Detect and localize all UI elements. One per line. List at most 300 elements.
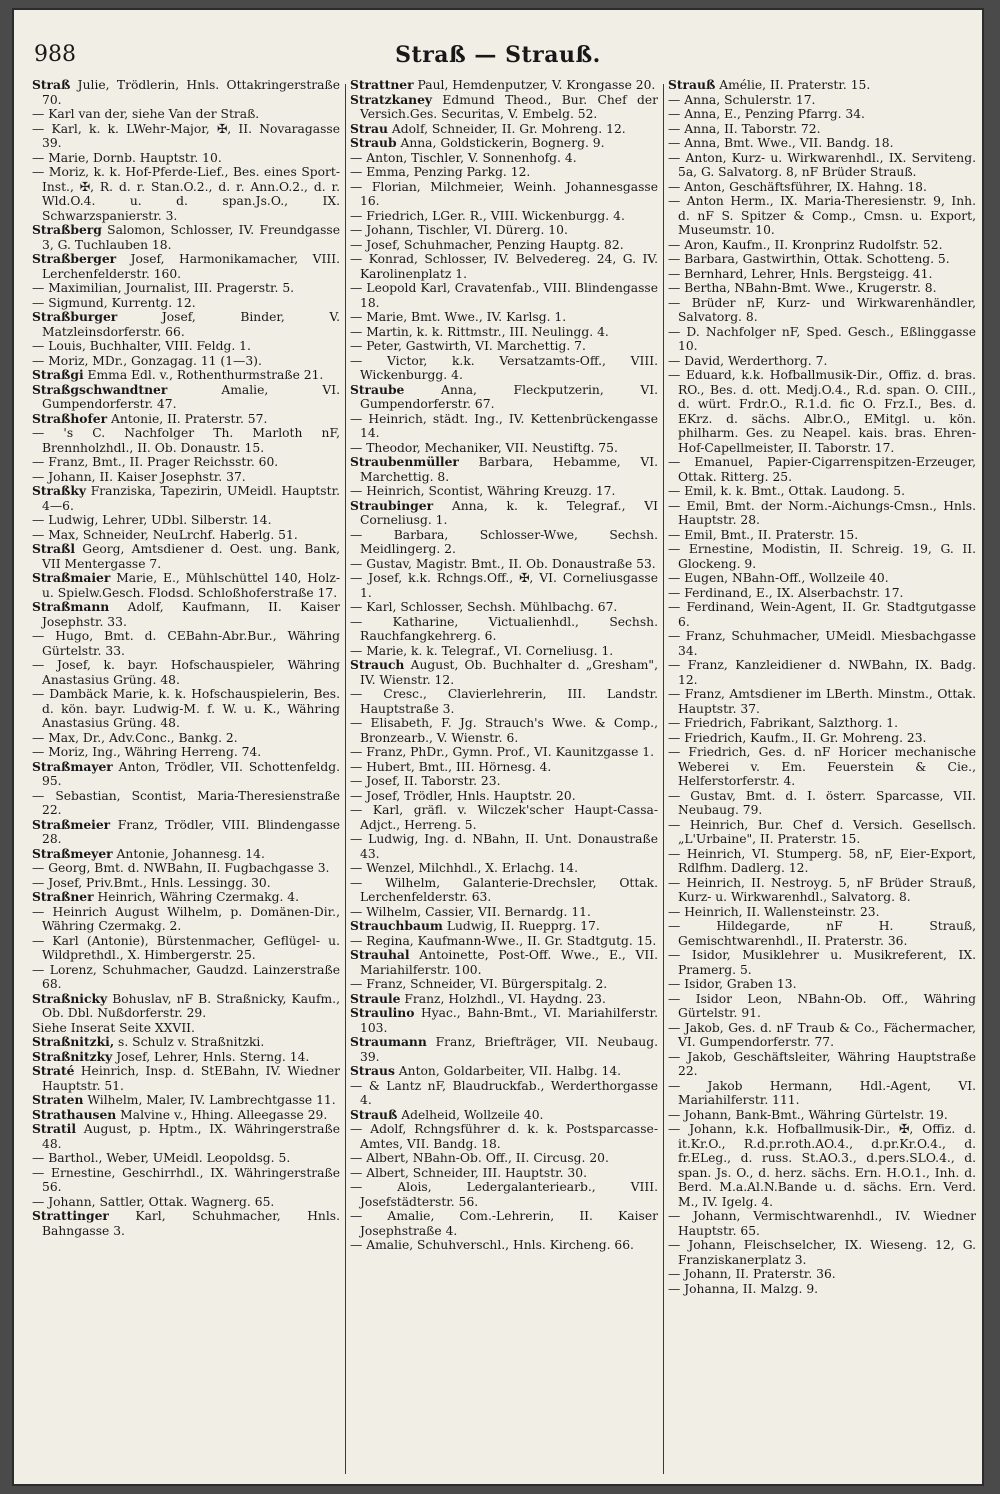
- entry-text: Siehe Inserat Seite XXVII.: [32, 1020, 195, 1035]
- directory-entry: [350, 861, 658, 876]
- directory-entry: [32, 992, 340, 1021]
- directory-entry: [32, 1166, 340, 1195]
- directory-entry: [32, 1209, 340, 1238]
- directory-entry: [350, 180, 658, 209]
- directory-entry: [350, 151, 658, 166]
- entry-text: August, Ob. Buchhalter d. „Gresham", IV. Wienstr. 12.: [360, 658, 658, 687]
- directory-entry: [350, 1035, 658, 1064]
- entry-text: — Louis, Buchhalter, VIII. Feldg. 1.: [32, 339, 251, 353]
- directory-entry: [32, 934, 340, 963]
- directory-entry: [350, 325, 658, 340]
- entry-text: — Friedrich, Ges. d. nF Horicer mechanische Weberei v. Em. Feuerstein & Cie., Helferstorferstr. 4.: [668, 745, 976, 788]
- entry-text: — Ludwig, Lehrer, UDbl. Silberstr. 14.: [32, 513, 272, 527]
- entry-text: — Martin, k. k. Rittmstr., III. Neulingg. 4.: [350, 324, 609, 339]
- entry-surname: Strauhal: [350, 947, 410, 962]
- entry-text: — Emma, Penzing Parkg. 12.: [350, 165, 531, 179]
- entry-text: Malvine v., Hhing. Alleegasse 29.: [116, 1107, 328, 1122]
- entry-text: — Jakob, Geschäftsleiter, Währing Hauptstraße 22.: [668, 1049, 976, 1078]
- entry-text: — Wilhelm, Galanterie-Drechsler, Ottak. Lerchenfelderstr. 63.: [350, 875, 658, 904]
- directory-entry: [350, 948, 658, 977]
- entry-surname: Straten: [32, 1092, 84, 1107]
- entry-text: — Hubert, Bmt., III. Hörnesg. 4.: [350, 759, 552, 774]
- directory-entry: [350, 1166, 658, 1181]
- entry-text: — Johann, II. Kaiser Josephstr. 37.: [32, 469, 246, 484]
- directory-entry: [32, 122, 340, 151]
- directory-entry: [668, 731, 976, 746]
- entry-surname: Straßmeier: [32, 816, 111, 832]
- directory-entry: [668, 93, 976, 108]
- directory-entry: [350, 209, 658, 224]
- entry-text: — Ludwig, Ing. d. NBahn, II. Unt. Donaustraße 43.: [350, 832, 658, 861]
- directory-entry: [668, 1021, 976, 1050]
- entry-surname: Stratzkaney: [350, 91, 433, 107]
- entry-text: — Johann, k.k. Hofballmusik-Dir., ✠, Offiz. d. it.Kr.O., R.d.pr.roth.AO.4., d.pr.Kr.O.4., d. fr.ELeg., d. russ. St.AO.3., d.pers.SLO.4., d. span. Js. O., d. herz. sächs. Ern. H.O.1., Inh. d. Berd. M.a.Al.N.Bande u. d. sächs. Ern. Verd. M., IV. Igelg. 4.: [668, 1122, 976, 1209]
- entry-surname: Straßnitzky: [32, 1048, 113, 1064]
- entry-surname: Straßnitzki,: [32, 1034, 115, 1049]
- entry-text: — Josef, II. Taborstr. 23.: [350, 774, 501, 788]
- entry-surname: Strau: [350, 120, 388, 136]
- entry-text: — Ernestine, Modistin, II. Schreig. 19, G. II. Glockeng. 9.: [668, 542, 976, 571]
- entry-surname: Straßner: [32, 889, 94, 904]
- entry-text: — Elisabeth, F. Jg. Strauch's Wwe. & Comp., Bronzearb., V. Wienstr. 6.: [350, 716, 658, 745]
- directory-entry: [350, 484, 658, 499]
- directory-entry: [668, 1050, 976, 1079]
- entry-text: — Anton, Kurz- u. Wirkwarenhdl., IX. Serviteng. 5a, G. Salvatorg. 8, nF Brüder Strauß.: [668, 150, 976, 179]
- entry-text: — Marie, Bmt. Wwe., IV. Karlsg. 1.: [350, 310, 567, 324]
- entry-surname: Straumann: [350, 1034, 427, 1049]
- entry-surname: Straté: [32, 1063, 75, 1078]
- directory-entry: [350, 1180, 658, 1209]
- entry-text: — Emil, Bmt., II. Praterstr. 15.: [668, 527, 859, 542]
- directory-entry: [350, 455, 658, 484]
- directory-entry: [32, 963, 340, 992]
- entry-text: Ludwig, II. Ruepprg. 17.: [442, 919, 600, 933]
- entry-text: — Wenzel, Milchhdl., X. Erlachg. 14.: [350, 861, 579, 875]
- directory-entry: [668, 281, 976, 296]
- entry-text: — Cresc., Clavierlehrerin, III. Landstr. Hauptstraße 3.: [350, 687, 658, 716]
- entry-text: — Jakob, Ges. d. nF Traub & Co., Fächermacher, VI. Gumpendorferstr. 77.: [668, 1020, 976, 1049]
- directory-entry: [350, 1079, 658, 1108]
- entry-text: — Bernhard, Lehrer, Hnls. Bergsteigg. 41.: [668, 266, 933, 281]
- entry-text: — Emil, Bmt. der Norm.-Aichungs-Cmsn., Hnls. Hauptstr. 28.: [668, 498, 976, 527]
- directory-entry: [350, 528, 658, 557]
- entry-text: — Albert, NBahn-Ob. Off., II. Circusg. 20.: [350, 1151, 609, 1165]
- entry-text: — Eduard, k.k. Hofballmusik-Dir., Offiz. d. bras. RO., Bes. d. ott. Medj.O.4., R.d. span. O. CIII., d. würt. Frdr.O., R.1.d. fic O. Frz.I., Bes. d. EKrz. d. sächs. Albr.O., EMitgl. u. kön. philharm. Ges. zu Neapel. kais. bras. Ehren-Hof-Capellmeister, II. Taborstr. 17.: [668, 368, 976, 455]
- directory-entry: [350, 1151, 658, 1166]
- directory-entry: [32, 165, 340, 223]
- entry-text: Adolf, Schneider, II. Gr. Mohreng. 12.: [387, 121, 626, 136]
- entry-text: — Alois, Ledergalanteriearb., VIII. Josefstädterstr. 56.: [350, 1180, 658, 1209]
- entry-text: — Konrad, Schlosser, IV. Belvedereg. 24, G. IV. Karolinenplatz 1.: [350, 252, 658, 281]
- directory-entry: [32, 876, 340, 891]
- directory-entry: [32, 789, 340, 818]
- directory-entry: [668, 1282, 976, 1297]
- entry-text: Anton, Goldarbeiter, VII. Halbg. 14.: [394, 1064, 622, 1078]
- entry-surname: Straßmann: [32, 599, 110, 614]
- entry-text: — & Lantz nF, Blaudruckfab., Werderthorgasse 4.: [350, 1078, 658, 1107]
- directory-entry: [350, 774, 658, 789]
- entry-text: — Amalie, Com.-Lehrerin, II. Kaiser Josephstraße 4.: [350, 1209, 658, 1238]
- entry-text: — Sigmund, Kurrentg. 12.: [32, 295, 196, 310]
- directory-entry: [350, 687, 658, 716]
- directory-entry: [668, 876, 976, 905]
- entry-text: — Anna, II. Taborstr. 72.: [668, 121, 821, 136]
- entry-surname: Straßmeyer: [32, 845, 113, 861]
- directory-entry: [32, 383, 340, 412]
- directory-entry: [668, 542, 976, 571]
- directory-entry: [668, 194, 976, 238]
- entry-text: Amalie, VI. Gumpendorferstr. 47.: [42, 382, 340, 411]
- entry-text: — Johann, Bank-Bmt., Währing Gürtelstr. 19.: [668, 1107, 948, 1122]
- entry-text: — Karl, gräfl. v. Wilczek'scher Haupt-Cassa-Adjct., Herreng. 5.: [350, 803, 658, 832]
- entry-text: — Heinrich, II. Wallensteinstr. 23.: [668, 904, 880, 919]
- entry-text: — Karl van der, siehe Van der Straß.: [32, 107, 260, 121]
- directory-entry: [668, 992, 976, 1021]
- directory-entry: [32, 687, 340, 731]
- directory-entry: [32, 1195, 340, 1210]
- entry-text: — Moriz, MDr., Gonzagag. 11 (1—3).: [32, 353, 262, 368]
- directory-page: [14, 10, 982, 1484]
- entry-surname: Straßmaier: [32, 570, 111, 585]
- entry-surname: Straulino: [350, 1005, 415, 1020]
- entry-text: Franz, Trödler, VIII. Blindengasse 28.: [42, 817, 340, 846]
- directory-entry: [668, 122, 976, 137]
- directory-entry: [668, 252, 976, 267]
- directory-entry: [32, 281, 340, 296]
- entry-text: — Moriz, k. k. Hof-Pferde-Lief., Bes. eines Sport-Inst., ✠, R. d. r. Stan.O.2., d. r. Ann.O.2., d. r. Wld.O.4. u. d. span.Js.O., IX. Schwarzspanierstr. 3.: [32, 165, 340, 223]
- entry-text: Salomon, Schlosser, IV. Freundgasse 3, G. Tuchlauben 18.: [42, 223, 340, 252]
- entry-text: — Johann, Tischler, VI. Dürerg. 10.: [350, 223, 568, 237]
- directory-entry: [350, 803, 658, 832]
- entry-text: — Bertha, NBahn-Bmt. Wwe., Krugerstr. 8.: [668, 281, 937, 295]
- directory-entry: [350, 1064, 658, 1079]
- directory-entry: [668, 78, 976, 93]
- directory-entry: [32, 223, 340, 252]
- entry-text: — Karl (Antonie), Bürstenmacher, Geflügel- u. Wildprethdl., X. Himbergerstr. 25.: [32, 933, 340, 962]
- directory-entry: [350, 571, 658, 600]
- directory-entry: [668, 658, 976, 687]
- directory-entry: [32, 745, 340, 760]
- entry-text: — Hildegarde, nF H. Strauß, Gemischtwarenhdl., II. Praterstr. 36.: [668, 919, 976, 948]
- entry-text: — Jakob Hermann, Hdl.-Agent, VI. Mariahilferstr. 111.: [668, 1078, 976, 1107]
- entry-text: Franz, Holzhdl., VI. Haydng. 23.: [400, 991, 606, 1006]
- entry-text: — Josef, Schuhmacher, Penzing Hauptg. 82.: [350, 237, 624, 252]
- directory-entry: [32, 252, 340, 281]
- entry-text: Barbara, Hebamme, VI. Marchettig. 8.: [360, 455, 658, 484]
- directory-entry: [32, 818, 340, 847]
- directory-entry: [668, 528, 976, 543]
- entry-text: Josef, Lehrer, Hnls. Sterng. 14.: [112, 1049, 310, 1064]
- page-header: [14, 42, 982, 78]
- entry-surname: Strauch: [350, 657, 405, 672]
- column-rule: [663, 84, 664, 1474]
- entry-surname: Straßgi: [32, 367, 84, 382]
- running-title: Straß — Strauß.: [395, 42, 601, 68]
- directory-entry: [32, 426, 340, 455]
- directory-entry: [668, 107, 976, 122]
- entry-surname: Straubenmüller: [350, 454, 459, 469]
- entry-text: — Dambäck Marie, k. k. Hofschauspielerin, Bes. d. kön. bayr. Ludwig-M. f. W. u. K., Währing Anastasius Grüng. 48.: [32, 687, 340, 730]
- entry-text: — David, Werderthorg. 7.: [668, 353, 828, 368]
- directory-entry: [32, 1108, 340, 1123]
- entry-text: — Barbara, Gastwirthin, Ottak. Schotteng. 5.: [668, 252, 950, 266]
- entry-surname: Straß: [32, 78, 71, 92]
- directory-entry: [350, 1209, 658, 1238]
- entry-text: — Ernestine, Geschirrhdl., IX. Währingerstraße 56.: [32, 1165, 340, 1194]
- directory-entry: [350, 934, 658, 949]
- directory-entry: [668, 847, 976, 876]
- entry-text: — Franz, Amtsdiener im LBerth. Minstm., Ottak. Hauptstr. 37.: [668, 687, 976, 716]
- directory-entry: [32, 861, 340, 876]
- entry-text: Paul, Hemdenputzer, V. Krongasse 20.: [413, 78, 656, 92]
- entry-text: — Karl, k. k. LWehr-Major, ✠, II. Novaragasse 39.: [32, 121, 340, 150]
- directory-entry: [32, 905, 340, 934]
- entry-text: — Katharine, Victualienhdl., Sechsh. Rauchfangkehrerg. 6.: [350, 614, 658, 643]
- directory-entry: [350, 658, 658, 687]
- entry-text: — Josef, Trödler, Hnls. Hauptstr. 20.: [350, 788, 576, 803]
- directory-entry: [350, 122, 658, 137]
- directory-entry: [32, 1151, 340, 1166]
- entry-text: — Barthol., Weber, UMeidl. Leopoldsg. 5.: [32, 1151, 291, 1165]
- entry-text: Antonie, II. Praterstr. 57.: [107, 411, 268, 426]
- entry-text: — Friedrich, LGer. R., VIII. Wickenburgg. 4.: [350, 208, 625, 223]
- entry-text: — Friedrich, Fabrikant, Salzthorg. 1.: [668, 716, 899, 730]
- entry-text: Anton, Trödler, VII. Schottenfeldg. 95.: [42, 759, 340, 788]
- directory-entry: [668, 368, 976, 455]
- directory-entry: [32, 731, 340, 746]
- directory-entry: [32, 339, 340, 354]
- directory-entry: [668, 919, 976, 948]
- directory-entry: [32, 78, 340, 107]
- directory-entry: [350, 93, 658, 122]
- directory-entry: [668, 716, 976, 731]
- entry-surname: Strattinger: [32, 1208, 109, 1223]
- entry-text: — Florian, Milchmeier, Weinh. Johannesgasse 16.: [350, 179, 658, 208]
- directory-entry: [32, 571, 340, 600]
- directory-entry: [350, 310, 658, 325]
- entry-text: — Friedrich, Kaufm., II. Gr. Mohreng. 23.: [668, 730, 927, 745]
- directory-entry: [350, 223, 658, 238]
- entry-text: — Franz, Kanzleidiener d. NWBahn, IX. Badg. 12.: [668, 658, 976, 687]
- entry-surname: Straßky: [32, 483, 87, 498]
- entry-surname: Straßmayer: [32, 758, 113, 774]
- directory-entry: [350, 600, 658, 615]
- entry-text: Adelheid, Wollzeile 40.: [397, 1107, 544, 1122]
- entry-text: — Sebastian, Scontist, Maria-Theresienstraße 22.: [32, 788, 340, 817]
- entry-text: — Emanuel, Papier-Cigarrenspitzen-Erzeuger, Ottak. Ritterg. 25.: [668, 455, 976, 484]
- entry-text: — Ferdinand, Wein-Agent, II. Gr. Stadtgutgasse 6.: [668, 600, 976, 629]
- directory-entry: [350, 977, 658, 992]
- directory-entry: [350, 281, 658, 310]
- directory-entry: [350, 252, 658, 281]
- directory-entry: [350, 716, 658, 745]
- directory-entry: [668, 136, 976, 151]
- entry-text: — Peter, Gastwirth, VI. Marchettig. 7.: [350, 339, 586, 353]
- entry-text: — Leopold Karl, Cravatenfab., VIII. Blindengasse 18.: [350, 281, 658, 310]
- entry-text: Adolf, Kaufmann, II. Kaiser Josephstr. 33.: [42, 600, 340, 629]
- directory-entry: [350, 992, 658, 1007]
- directory-entry: [32, 1122, 340, 1151]
- entry-text: — Johann, Vermischtwarenhdl., IV. Wiedner Hauptstr. 65.: [668, 1209, 976, 1238]
- directory-entry: [350, 78, 658, 93]
- directory-entry: [350, 1122, 658, 1151]
- directory-entry: [32, 890, 340, 905]
- entry-text: Emma Edl. v., Rothenthurmstraße 21.: [83, 368, 324, 382]
- directory-entry: [32, 1093, 340, 1108]
- entry-text: — Franz, Schneider, VI. Bürgerspitalg. 2.: [350, 977, 608, 991]
- entry-text: — Anna, E., Penzing Pfarrg. 34.: [668, 107, 865, 121]
- directory-entry: [668, 1238, 976, 1267]
- entry-text: Edmund Theod., Bur. Chef der Versich.Ges. Securitas, V. Embelg. 52.: [360, 92, 658, 121]
- entry-text: — Aron, Kaufm., II. Kronprinz Rudolfstr. 52.: [668, 237, 943, 252]
- directory-entry: [668, 818, 976, 847]
- column-1: [32, 78, 340, 1478]
- entry-text: — Max, Dr., Adv.Conc., Bankg. 2.: [32, 730, 238, 745]
- directory-entry: [668, 600, 976, 629]
- entry-surname: Strauchbaum: [350, 918, 443, 933]
- directory-entry: [350, 136, 658, 151]
- directory-entry: [350, 615, 658, 644]
- directory-entry: [32, 455, 340, 470]
- entry-text: — Lorenz, Schuhmacher, Gaudzd. Lainzerstraße 68.: [32, 962, 340, 991]
- entry-text: Franz, Briefträger, VII. Neubaug. 39.: [360, 1035, 658, 1064]
- entry-surname: Straßberger: [32, 251, 117, 266]
- directory-entry: [668, 499, 976, 528]
- entry-surname: Strauß: [668, 78, 716, 92]
- entry-text: — Josef, Priv.Bmt., Hnls. Lessingg. 30.: [32, 875, 271, 890]
- directory-entry: [32, 528, 340, 543]
- directory-entry: [32, 151, 340, 166]
- entry-text: — Anton, Tischler, V. Sonnenhofg. 4.: [350, 150, 577, 165]
- entry-text: — Isidor, Musiklehrer u. Musikreferent, IX. Pramerg. 5.: [668, 948, 976, 977]
- entry-text: Antoinette, Post-Off. Wwe., E., VII. Mariahilferstr. 100.: [360, 948, 658, 977]
- entry-text: — Victor, k.k. Versatzamts-Off., VIII. Wickenburgg. 4.: [350, 353, 658, 382]
- entry-text: — Anna, Bmt. Wwe., VII. Bandg. 18.: [668, 136, 894, 150]
- directory-entry: [32, 658, 340, 687]
- directory-entry: [32, 1050, 340, 1065]
- entry-text: Anna, Goldstickerin, Bognerg. 9.: [396, 136, 605, 150]
- entry-text: — Heinrich, VI. Stumperg. 58, nF, Eier-Export, Rdlfhm. Dadlerg. 12.: [668, 846, 976, 875]
- entry-text: — Johann, Fleischselcher, IX. Wieseng. 12, G. Franziskanerplatz 3.: [668, 1238, 976, 1267]
- entry-text: Bohuslav, nF B. Straßnicky, Kaufm., Ob. Dbl. Nußdorferstr. 29.: [42, 991, 340, 1020]
- entry-text: — Anton Herm., IX. Maria-Theresienstr. 9, Inh. d. nF S. Spitzer & Comp., Cmsn. u. Export, Museumstr. 10.: [668, 194, 976, 237]
- directory-entry: [350, 354, 658, 383]
- directory-entry: [350, 832, 658, 861]
- directory-entry: [350, 238, 658, 253]
- entry-text: — Isidor, Graben 13.: [668, 977, 797, 991]
- entry-text: Karl, Schuhmacher, Hnls. Bahngasse 3.: [42, 1209, 340, 1238]
- entry-text: — Emil, k. k. Bmt., Ottak. Laudong. 5.: [668, 484, 906, 498]
- directory-entry: [32, 368, 340, 383]
- entry-text: Josef, Binder, V. Matzleinsdorferstr. 66.: [42, 310, 340, 339]
- directory-entry: [32, 484, 340, 513]
- directory-entry: [32, 513, 340, 528]
- entry-text: August, p. Hptm., IX. Währingerstraße 48.: [42, 1122, 340, 1151]
- directory-entry: [668, 586, 976, 601]
- directory-entry: [350, 441, 658, 456]
- entry-text: — Isidor Leon, NBahn-Ob. Off., Währing Gürtelstr. 91.: [668, 991, 976, 1020]
- directory-entry: [668, 1079, 976, 1108]
- directory-entry: [350, 745, 658, 760]
- entry-text: — Heinrich, II. Nestroyg. 5, nF Brüder Strauß, Kurz- u. Wirkwarenhdl., Salvatorg. 8.: [668, 875, 976, 904]
- entry-surname: Straßl: [32, 541, 76, 556]
- entry-text: Heinrich, Währing Czermakg. 4.: [93, 890, 300, 904]
- directory-entry: [668, 571, 976, 586]
- entry-text: — D. Nachfolger nF, Sped. Gesch., Eßlinggasse 10.: [668, 324, 976, 353]
- directory-entry: [32, 354, 340, 369]
- page-number: 988: [34, 42, 76, 67]
- entry-text: — Gustav, Bmt. d. I. österr. Sparcasse, VII. Neubaug. 79.: [668, 788, 976, 817]
- entry-text: — Hugo, Bmt. d. CEBahn-Abr.Bur., Währing Gürtelstr. 33.: [32, 629, 340, 658]
- directory-entry: [668, 1108, 976, 1123]
- entry-text: — Georg, Bmt. d. NWBahn, II. Fugbachgasse 3.: [32, 861, 330, 875]
- entry-text: — Regina, Kaufmann-Wwe., II. Gr. Stadtgutg. 15.: [350, 933, 657, 948]
- directory-entry: [350, 412, 658, 441]
- entry-text: — 's C. Nachfolger Th. Marloth nF, Brennholzhdl., II. Ob. Donaustr. 15.: [32, 426, 340, 455]
- entry-surname: Straub: [350, 135, 397, 150]
- entry-text: Josef, Harmonikamacher, VIII. Lerchenfelderstr. 160.: [42, 252, 340, 281]
- entry-text: — Moriz, Ing., Währing Herreng. 74.: [32, 745, 262, 759]
- entry-text: — Marie, k. k. Telegraf., VI. Corneliusg. 1.: [350, 643, 614, 658]
- entry-surname: Straßnicky: [32, 990, 108, 1006]
- entry-text: Julie, Trödlerin, Hnls. Ottakringerstraße 70.: [42, 78, 340, 107]
- entry-text: s. Schulz v. Straßnitzki.: [114, 1035, 265, 1049]
- directory-entry: [668, 296, 976, 325]
- entry-text: — Max, Schneider, NeuLrchf. Haberlg. 51.: [32, 527, 298, 542]
- directory-entry: [350, 499, 658, 528]
- entry-surname: Strathausen: [32, 1106, 117, 1122]
- entry-surname: Straßhofer: [32, 410, 108, 426]
- directory-entry: [668, 455, 976, 484]
- entry-text: — Heinrich, Scontist, Währing Kreuzg. 17.: [350, 484, 616, 498]
- entry-text: — Ferdinand, E., IX. Alserbachstr. 17.: [668, 585, 904, 600]
- entry-surname: Strattner: [350, 78, 414, 92]
- directory-entry: [32, 600, 340, 629]
- entry-text: — Johann, Sattler, Ottak. Wagnerg. 65.: [32, 1194, 275, 1209]
- entry-text: — Karl, Schlosser, Sechsh. Mühlbachg. 67.: [350, 600, 618, 614]
- directory-entry: [668, 905, 976, 920]
- entry-text: — Wilhelm, Cassier, VII. Bernardg. 11.: [350, 904, 591, 919]
- entry-text: Georg, Amtsdiener d. Oest. ung. Bank, VII Mentergasse 7.: [42, 542, 340, 571]
- directory-entry: [668, 687, 976, 716]
- entry-text: — Johann, II. Praterstr. 36.: [668, 1267, 836, 1281]
- directory-entry: [668, 267, 976, 282]
- directory-entry: [668, 745, 976, 789]
- directory-entry: [668, 484, 976, 499]
- directory-entry: [32, 1035, 340, 1050]
- entry-text: Antonie, Johannesg. 14.: [112, 846, 265, 861]
- directory-entry: [668, 151, 976, 180]
- directory-entry: [668, 789, 976, 818]
- directory-entry: [350, 1238, 658, 1253]
- directory-entry: [350, 1006, 658, 1035]
- entry-surname: Straßgschwandtner: [32, 381, 168, 397]
- directory-entry: [350, 789, 658, 804]
- entry-text: — Heinrich, Bur. Chef d. Versich. Gesellsch. „L'Urbaine", II. Praterstr. 15.: [668, 817, 976, 846]
- directory-entry: [668, 948, 976, 977]
- entry-text: Anna, Fleckputzerin, VI. Gumpendorferstr. 67.: [360, 382, 658, 411]
- entry-text: — Brüder nF, Kurz- und Wirkwarenhändler, Salvatorg. 8.: [668, 295, 976, 324]
- entry-text: — Eugen, NBahn-Off., Wollzeile 40.: [668, 571, 889, 585]
- entry-text: — Barbara, Schlosser-Wwe, Sechsh. Meidlingerg. 2.: [350, 527, 658, 556]
- entry-surname: Strauß: [350, 1106, 398, 1122]
- entry-text: — Theodor, Mechaniker, VII. Neustiftg. 75.: [350, 440, 618, 455]
- directory-entry: [668, 1122, 976, 1209]
- entry-text: — Anton, Geschäftsführer, IX. Hahng. 18.: [668, 179, 927, 194]
- entry-text: — Heinrich August Wilhelm, p. Domänen-Dir., Währing Czermakg. 2.: [32, 904, 340, 933]
- entry-text: — Johanna, II. Malzg. 9.: [668, 1281, 819, 1296]
- entry-text: Wilhelm, Maler, IV. Lambrechtgasse 11.: [83, 1093, 336, 1107]
